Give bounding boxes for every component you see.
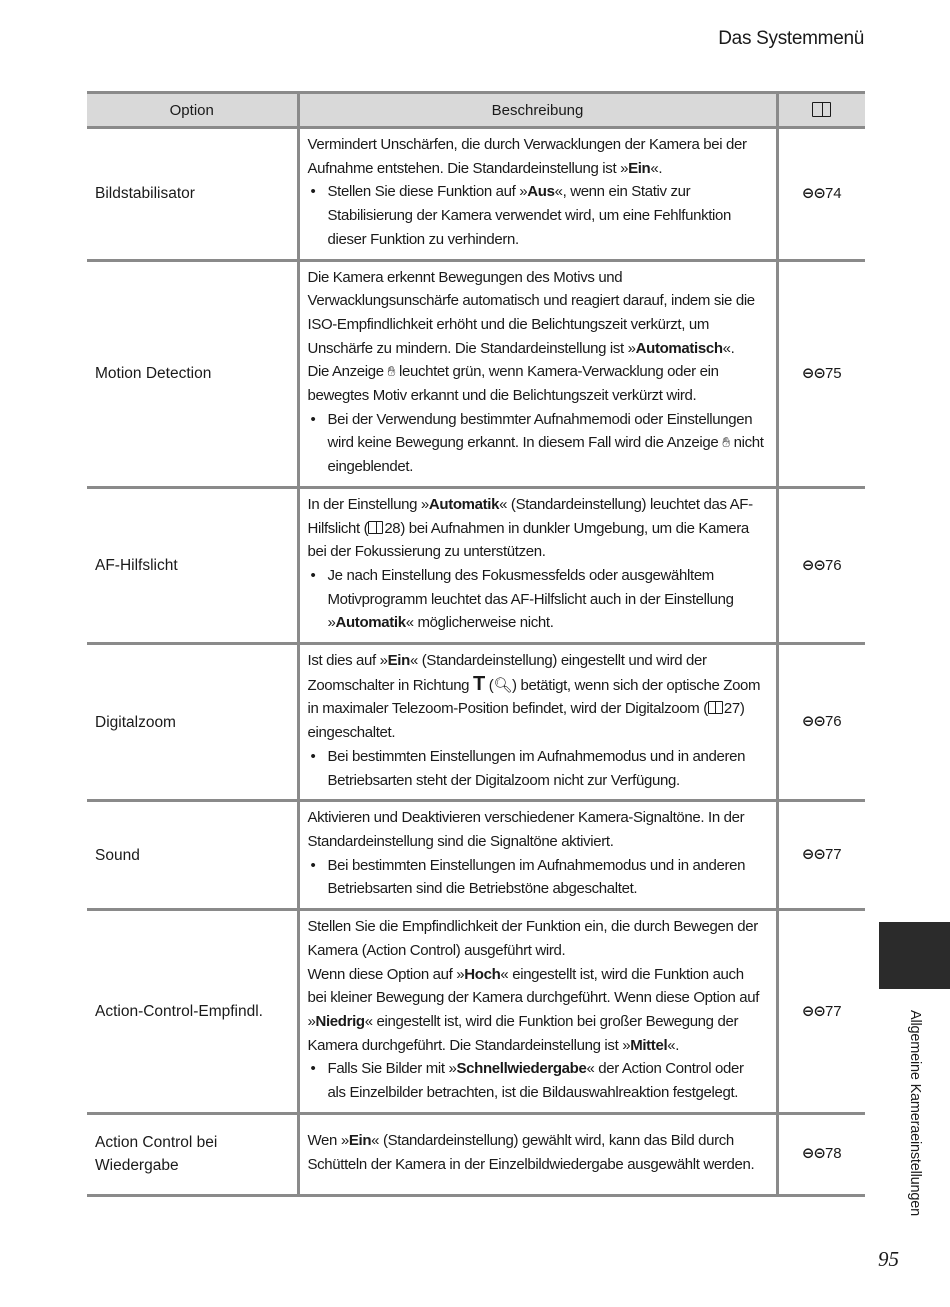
book-icon <box>812 102 831 117</box>
table-row <box>87 910 865 1114</box>
motion-detection-icon: ✋︎ <box>722 434 730 451</box>
table-row <box>87 644 865 801</box>
reference-section-icon: ⊖⊝ <box>801 1002 825 1020</box>
book-icon <box>708 701 723 714</box>
reference-page: ⊖⊝77 <box>777 910 865 1114</box>
table-row <box>87 260 865 487</box>
table-row <box>87 487 865 643</box>
option-name: Bildstabilisator <box>87 128 298 261</box>
chapter-side-label: Allgemeine Kameraeinstellungen <box>907 1010 923 1216</box>
option-description: In der Einstellung »Automatik« (Standardeinstellung) leuchtet das AF-Hilfslicht ( 28) bei Aufnahmen in dunkler Umgebung, um die Kamera bei der Fokussierung zu unterstützen. • Je nach Einstellung des Fokusmessfelds oder ausgewähltem Motivprogramm leuchtet das AF-Hilfslicht auch in der Einstellung »Automatik« möglicherweise nicht. <box>298 487 777 643</box>
table-row <box>87 801 865 910</box>
reference-section-icon: ⊖⊝ <box>801 184 825 202</box>
page-header-title: Das Systemmenü <box>718 28 864 49</box>
option-name: Action Control bei Wiedergabe <box>87 1113 298 1195</box>
option-description: Ist dies auf »Ein« (Standardeinstellung) eingestellt und wird der Zoomschalter in Richtung T (🔍︎) betätigt, wenn sich der optische Zoom in maximaler Telezoom-Position befindet, wird der Digitalzoom ( 27) eingeschaltet. • Bei bestimmten Einstellungen im Aufnahmemodus und in anderen Betriebsarten steht der Digitalzoom nicht zur Verfügung. <box>298 644 777 801</box>
column-header-reference <box>777 93 865 128</box>
table-row <box>87 128 865 261</box>
reference-section-icon: ⊖⊝ <box>801 364 825 382</box>
option-name: Motion Detection <box>87 260 298 487</box>
reference-section-icon: ⊖⊝ <box>801 556 825 574</box>
table-row <box>87 1113 865 1195</box>
chapter-tab <box>879 922 950 989</box>
option-description: Wen »Ein« (Standardeinstellung) gewählt wird, kann das Bild durch Schütteln der Kamera in der Einzelbildwiedergabe ausgewählt werden. <box>298 1113 777 1195</box>
option-description: Stellen Sie die Empfindlichkeit der Funktion ein, die durch Bewegen der Kamera (Action Control) ausgeführt wird. Wenn diese Option auf »Hoch« eingestellt ist, wird die Funktion auch bei kleiner Bewegung der Kamera durchgeführt. Wenn diese Option auf »Niedrig« eingestellt ist, wird die Funktion bei großer Bewegung der Kamera durchgeführt. Die Standardeinstellung ist »Mittel«. • Falls Sie Bilder mit »Schnellwiedergabe« der Action Control oder als Einzelbilder betrachten, ist die Bildauswahlreaktion festgelegt. <box>298 910 777 1114</box>
option-name: Action-Control-Empfindl. <box>87 910 298 1114</box>
column-header-description: Beschreibung <box>298 93 777 128</box>
motion-detection-icon: ✋︎ <box>387 363 396 380</box>
zoom-magnifier-icon: 🔍︎ <box>493 676 513 694</box>
column-header-option: Option <box>87 93 298 128</box>
table-header-row <box>87 93 865 128</box>
reference-page: ⊖⊝76 <box>777 644 865 801</box>
option-description: Aktivieren und Deaktivieren verschiedener Kamera-Signaltöne. In der Standardeinstellung sind die Signaltöne aktiviert. • Bei bestimmten Einstellungen im Aufnahmemodus und in anderen Betriebsarten sind die Betriebstöne abgeschaltet. <box>298 801 777 910</box>
page-number: 95 <box>878 1247 899 1271</box>
option-name: Sound <box>87 801 298 910</box>
option-name: AF-Hilfslicht <box>87 487 298 643</box>
reference-page: ⊖⊝74 <box>777 128 865 261</box>
book-icon <box>368 521 383 534</box>
options-table <box>87 91 865 1197</box>
option-description: Vermindert Unschärfen, die durch Verwacklungen der Kamera bei der Aufnahme entstehen. Die Standardeinstellung ist »Ein«. • Stellen Sie diese Funktion auf »Aus«, wenn ein Stativ zur Stabilisierung der Kamera verwendet wird, um eine Fehlfunktion dieser Funktion zu verhindern. <box>298 128 777 261</box>
option-name: Digitalzoom <box>87 644 298 801</box>
option-description: Die Kamera erkennt Bewegungen des Motivs und Verwacklungsunschärfe automatisch und reagiert darauf, indem sie die ISO-Empfindlichkeit erhöht und die Belichtungszeit verkürzt, um Unschärfe zu mindern. Die Standardeinstellung ist »Automatisch«. Die Anzeige ✋︎ leuchtet grün, wenn Kamera-Verwacklung oder ein bewegtes Motiv erkannt und die Belichtungszeit verkürzt wird. • Bei der Verwendung bestimmter Aufnahmemodi oder Einstellungen wird keine Bewegung erkannt. In diesem Fall wird die Anzeige ✋︎ nicht eingeblendet. <box>298 260 777 487</box>
reference-section-icon: ⊖⊝ <box>801 713 825 731</box>
reference-section-icon: ⊖⊝ <box>801 846 825 864</box>
reference-page: ⊖⊝78 <box>777 1113 865 1195</box>
reference-page: ⊖⊝75 <box>777 260 865 487</box>
reference-section-icon: ⊖⊝ <box>801 1145 825 1163</box>
reference-page: ⊖⊝76 <box>777 487 865 643</box>
reference-page: ⊖⊝77 <box>777 801 865 910</box>
